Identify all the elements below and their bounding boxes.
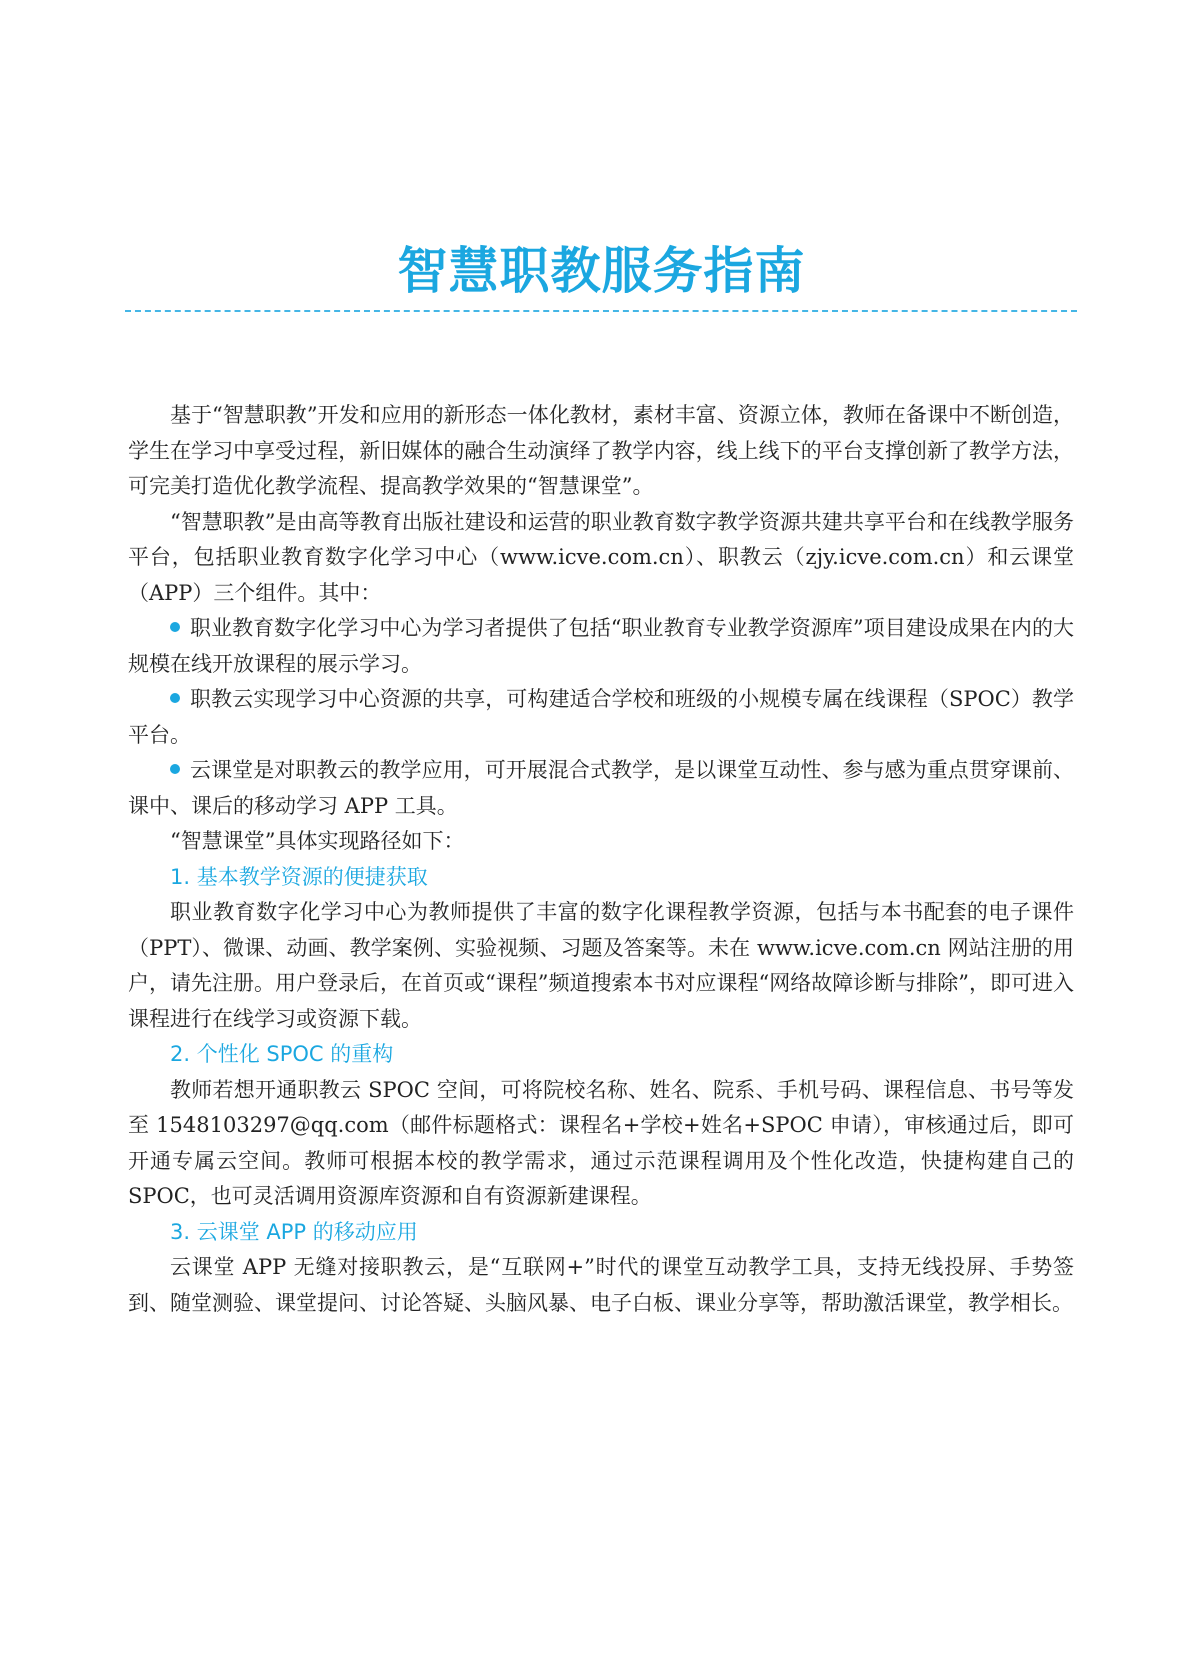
section-3-paragraph: 云课堂 APP 无缝对接职教云，是“互联网+”时代的课堂互动教学工具，支持无线投屏、手势签到、随堂测验、课堂提问、讨论答疑、头脑风暴、电子白板、课业分享等，帮助激活课堂，教学相长。 [128,1255,1074,1315]
page-title: 智慧职教服务指南 [397,242,806,300]
bullet-text: 职业教育数字化学习中心为学习者提供了包括“职业教育专业教学资源库”项目建设成果在内的大规模在线开放课程的展示学习。 [128,616,1074,676]
section-heading-1: 1. 基本教学资源的便捷获取 [170,864,428,889]
title-divider [125,310,1077,312]
bullet-dot-icon [170,693,180,703]
body-content [128,398,1074,1321]
bullet-item-cloud-classroom [128,753,1074,824]
bullet-dot-icon [170,764,180,774]
section-heading-2: 2. 个性化 SPOC 的重构 [170,1042,394,1066]
bullet-item-learning-center [128,611,1074,682]
bullet-item-zjy [128,682,1074,753]
intro-paragraph: 基于“智慧职教”开发和应用的新形态一体化教材，素材丰富、资源立体，教师在备课中不断创造，学生在学习中享受过程，新旧媒体的融合生动演绎了教学内容，线上线下的平台支撑创新了教学方法，可完美打造优化教学流程、提高教学效果的“智慧课堂”。 [128,403,1074,498]
section-heading-3: 3. 云课堂 APP 的移动应用 [170,1219,418,1244]
platform-paragraph: “智慧职教”是由高等教育出版社建设和运营的职业教育数字教学资源共建共享平台和在线教学服务平台，包括职业教育数字化学习中心（www.icve.com.cn）、职教云（zjy.icve.com.cn）和云课堂（APP）三个组件。其中： [128,509,1074,605]
bullet-text: 职教云实现学习中心资源的共享，可构建适合学校和班级的小规模专属在线课程（SPOC）教学平台。 [128,687,1074,747]
bullet-dot-icon [170,622,180,632]
bullet-text: 云课堂是对职教云的教学应用，可开展混合式教学，是以课堂互动性、参与感为重点贯穿课前、课中、课后的移动学习 APP 工具。 [128,758,1074,818]
path-intro-paragraph: “智慧课堂”具体实现路径如下： [170,829,465,853]
section-2-paragraph: 教师若想开通职教云 SPOC 空间，可将院校名称、姓名、院系、手机号码、课程信息、书号等发至 1548103297@qq.com（邮件标题格式：课程名+学校+姓名+SPOC 申请），审核通过后，即可开通专属云空间。教师可根据本校的教学需求，通过示范课程调用及个性化改造，快捷构建自己的 SPOC，也可灵活调用资源库资源和自有资源新建课程。 [128,1077,1074,1208]
section-1-paragraph: 职业教育数字化学习中心为教师提供了丰富的数字化课程教学资源，包括与本书配套的电子课件（PPT）、微课、动画、教学案例、实验视频、习题及答案等。未在 www.icve.com.cn 网站注册的用户，请先注册。用户登录后，在首页或“课程”频道搜索本书对应课程“网络故障诊断与排除”，即可进入课程进行在线学习或资源下载。 [128,900,1074,1031]
